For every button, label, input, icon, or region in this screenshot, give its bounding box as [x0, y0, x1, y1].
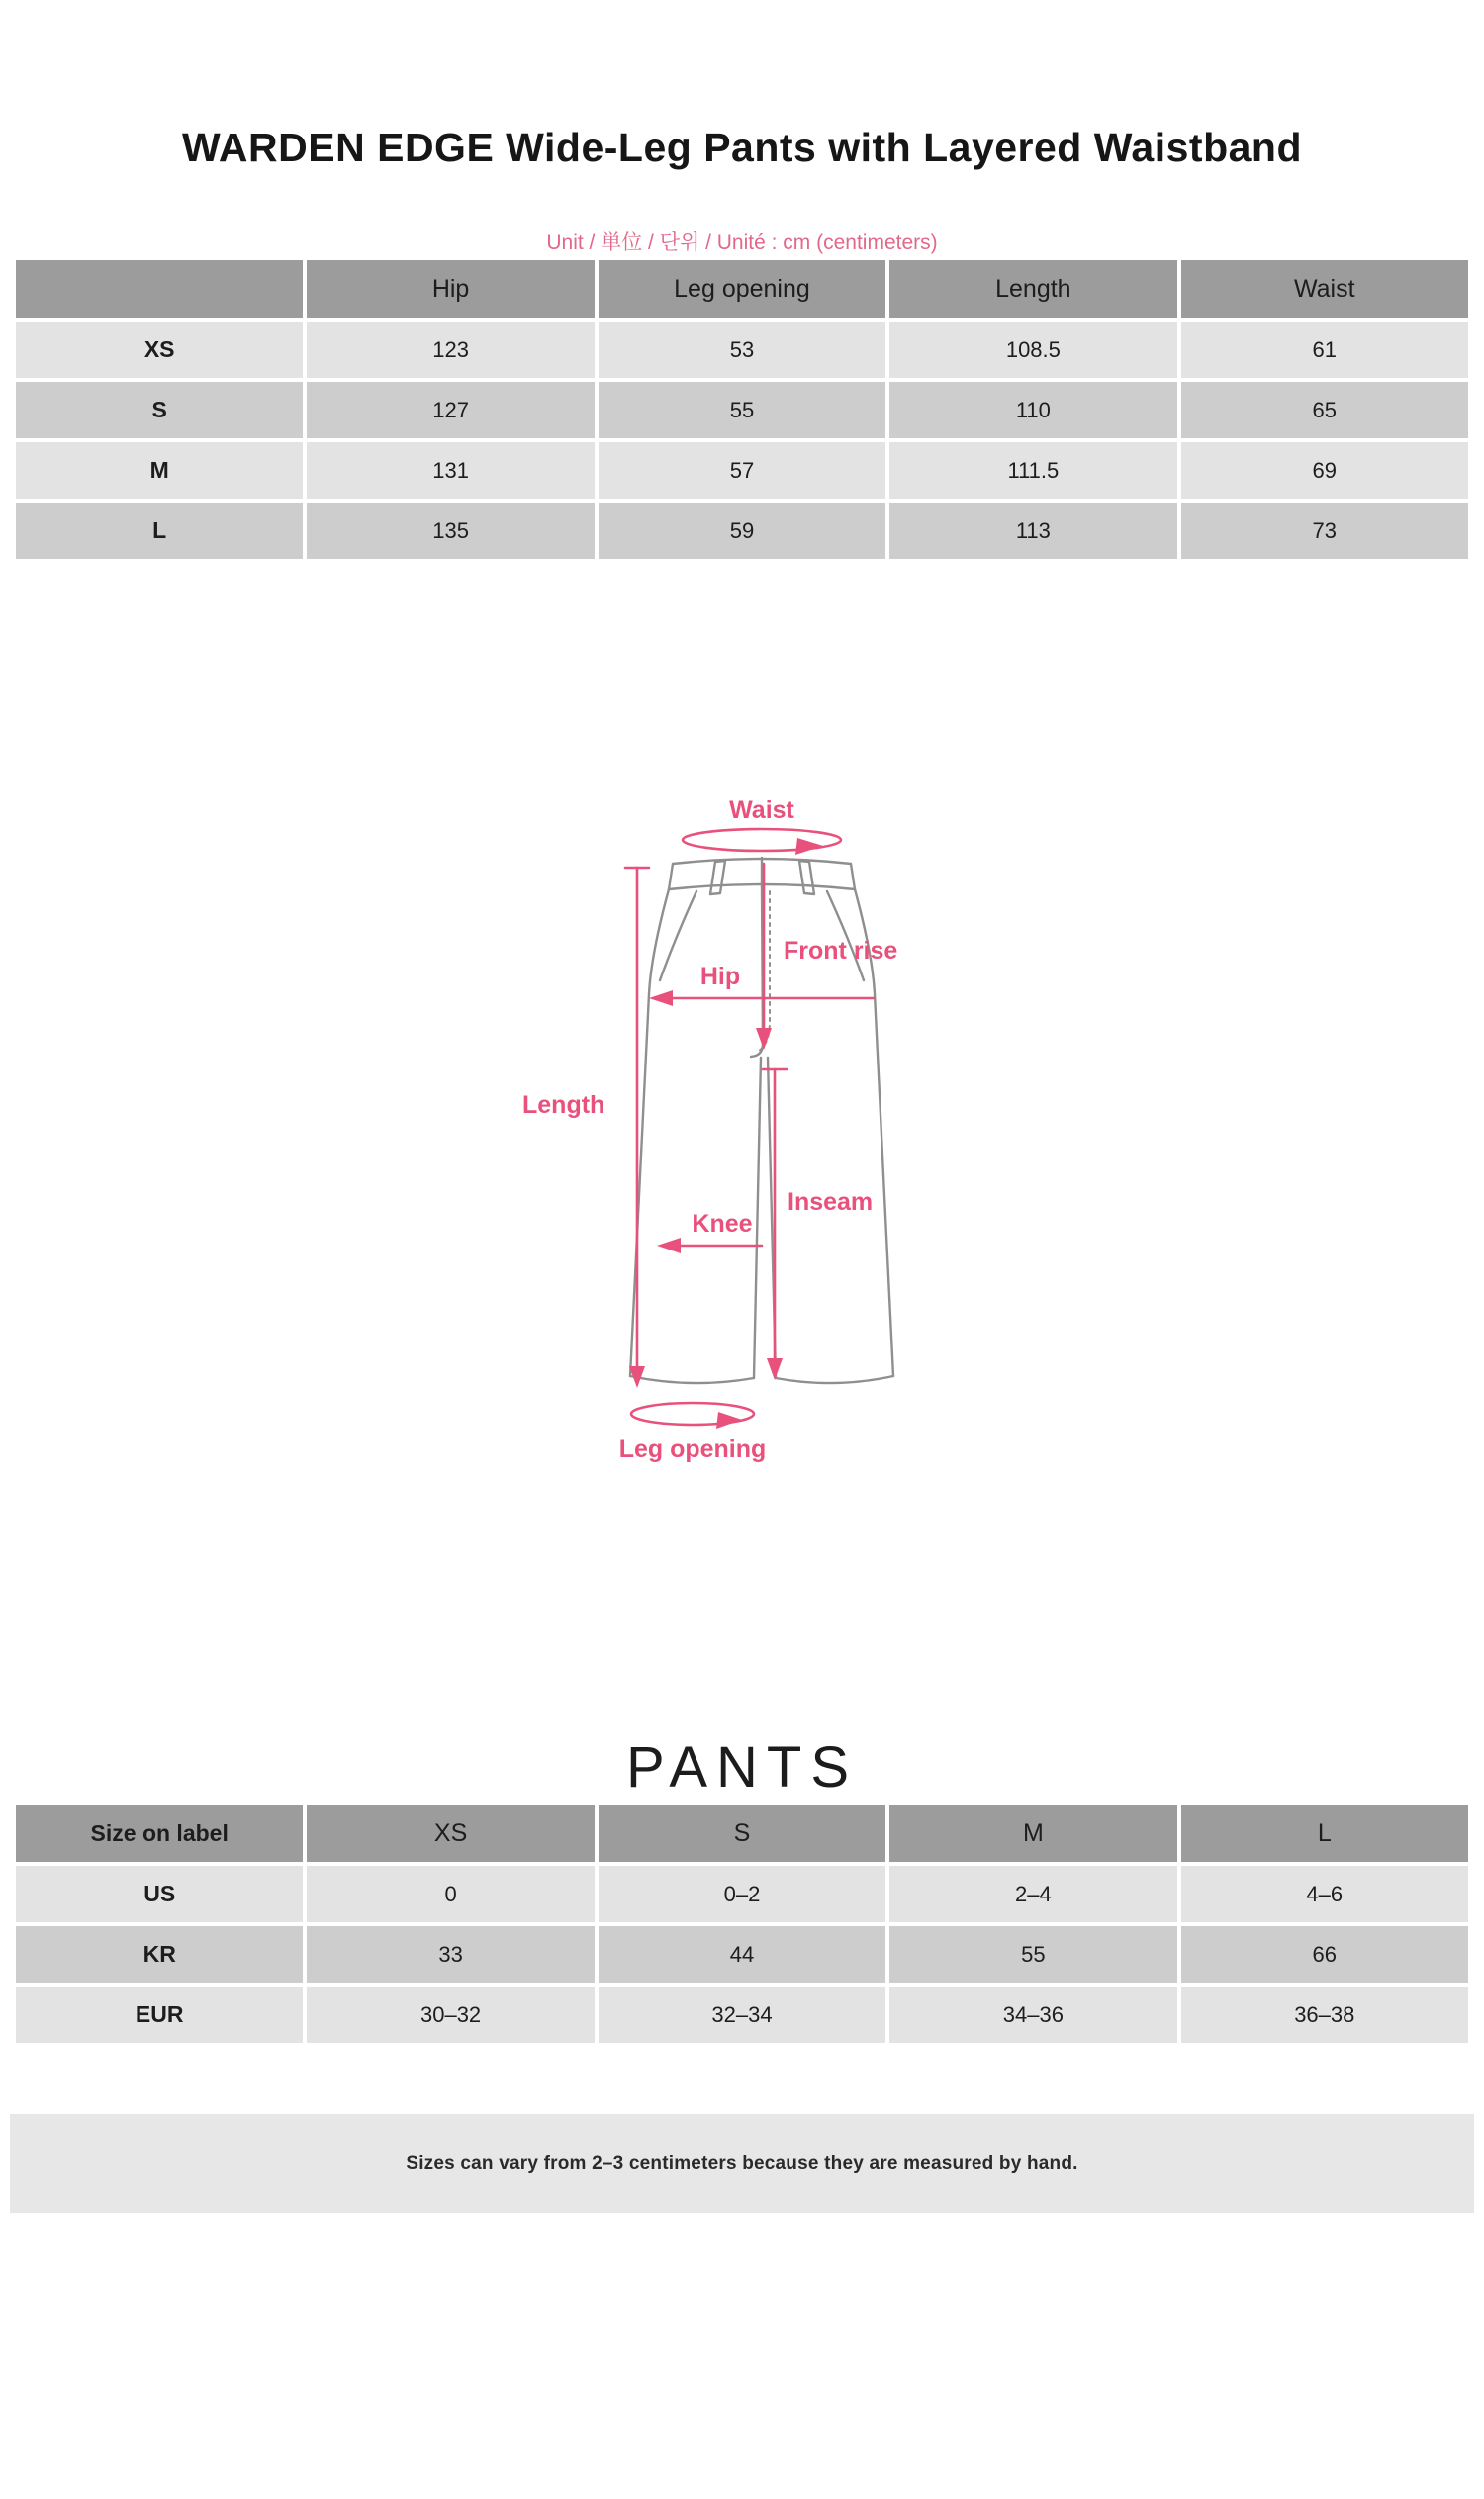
cell-value: 111.5 — [889, 442, 1176, 499]
measurements-header-empty — [16, 260, 303, 318]
conversion-header-s: S — [599, 1805, 885, 1862]
measurements-header-hip: Hip — [307, 260, 594, 318]
table-row — [16, 503, 1468, 559]
cell-value: 36–38 — [1181, 1987, 1468, 2043]
cell-value: 32–34 — [599, 1987, 885, 2043]
pants-measurement-diagram — [0, 788, 1484, 1501]
cell-value: 30–32 — [307, 1987, 594, 2043]
cell-value: 4–6 — [1181, 1866, 1468, 1922]
conversion-header-xs: XS — [307, 1805, 594, 1862]
measurements-header-row — [16, 260, 1468, 318]
cell-value: 53 — [599, 322, 885, 378]
conversion-header-l: L — [1181, 1805, 1468, 1862]
cell-value: 108.5 — [889, 322, 1176, 378]
cell-value: 65 — [1181, 382, 1468, 438]
cell-value: 131 — [307, 442, 594, 499]
length-arrow — [625, 868, 649, 1388]
cell-value: 34–36 — [889, 1987, 1176, 2043]
inseam-label: Inseam — [788, 1188, 874, 1216]
cell-value: 55 — [889, 1926, 1176, 1983]
region-label: KR — [16, 1926, 303, 1983]
unit-note: Unit / 単位 / 단위 / Unité : cm (centimeters) — [546, 231, 938, 254]
knee-arrow — [657, 1238, 762, 1253]
cell-value: 135 — [307, 503, 594, 559]
waist-girth-arrow — [683, 829, 841, 855]
measurement-lines — [625, 829, 874, 1429]
table-row — [16, 1926, 1468, 1983]
table-row — [16, 382, 1468, 438]
region-label: US — [16, 1866, 303, 1922]
size-label: XS — [16, 322, 303, 378]
region-label: EUR — [16, 1987, 303, 2043]
measurements-header-leg-opening: Leg opening — [599, 260, 885, 318]
measurements-header-waist: Waist — [1181, 260, 1468, 318]
section-heading-pants: PANTS — [625, 1735, 859, 1800]
measurements-table — [12, 256, 1472, 563]
leg-opening-label: Leg opening — [618, 1435, 767, 1463]
table-row — [16, 442, 1468, 499]
leg-opening-arrow — [631, 1403, 754, 1429]
footer-note: Sizes can vary from 2–3 centimeters because they are measured by hand. — [406, 2153, 1078, 2174]
front-rise-label: Front rise — [784, 937, 898, 965]
measurements-header-length: Length — [889, 260, 1176, 318]
cell-value: 61 — [1181, 322, 1468, 378]
knee-label: Knee — [692, 1210, 753, 1238]
size-label: M — [16, 442, 303, 499]
cell-value: 55 — [599, 382, 885, 438]
table-row — [16, 322, 1468, 378]
conversion-header-size-on-label: Size on label — [16, 1805, 303, 1862]
cell-value: 0 — [307, 1866, 594, 1922]
size-label: S — [16, 382, 303, 438]
table-row — [16, 1866, 1468, 1922]
cell-value: 66 — [1181, 1926, 1468, 1983]
waist-label: Waist — [729, 796, 794, 824]
footer-note-bar — [10, 2114, 1474, 2213]
conversion-header-row — [16, 1805, 1468, 1862]
hip-label: Hip — [699, 963, 741, 990]
page-title: WARDEN EDGE Wide-Leg Pants with Layered Waistband — [181, 125, 1303, 170]
cell-value: 123 — [307, 322, 594, 378]
cell-value: 110 — [889, 382, 1176, 438]
cell-value: 59 — [599, 503, 885, 559]
inseam-arrow — [763, 1069, 787, 1380]
cell-value: 33 — [307, 1926, 594, 1983]
cell-value: 0–2 — [599, 1866, 885, 1922]
measurement-labels — [522, 796, 897, 1463]
cell-value: 113 — [889, 503, 1176, 559]
cell-value: 2–4 — [889, 1866, 1176, 1922]
cell-value: 44 — [599, 1926, 885, 1983]
size-conversion-table — [12, 1801, 1472, 2047]
conversion-header-m: M — [889, 1805, 1176, 1862]
pants-diagram-svg — [514, 788, 970, 1501]
length-label: Length — [522, 1091, 605, 1119]
size-label: L — [16, 503, 303, 559]
cell-value: 69 — [1181, 442, 1468, 499]
cell-value: 127 — [307, 382, 594, 438]
table-row — [16, 1987, 1468, 2043]
cell-value: 57 — [599, 442, 885, 499]
cell-value: 73 — [1181, 503, 1468, 559]
